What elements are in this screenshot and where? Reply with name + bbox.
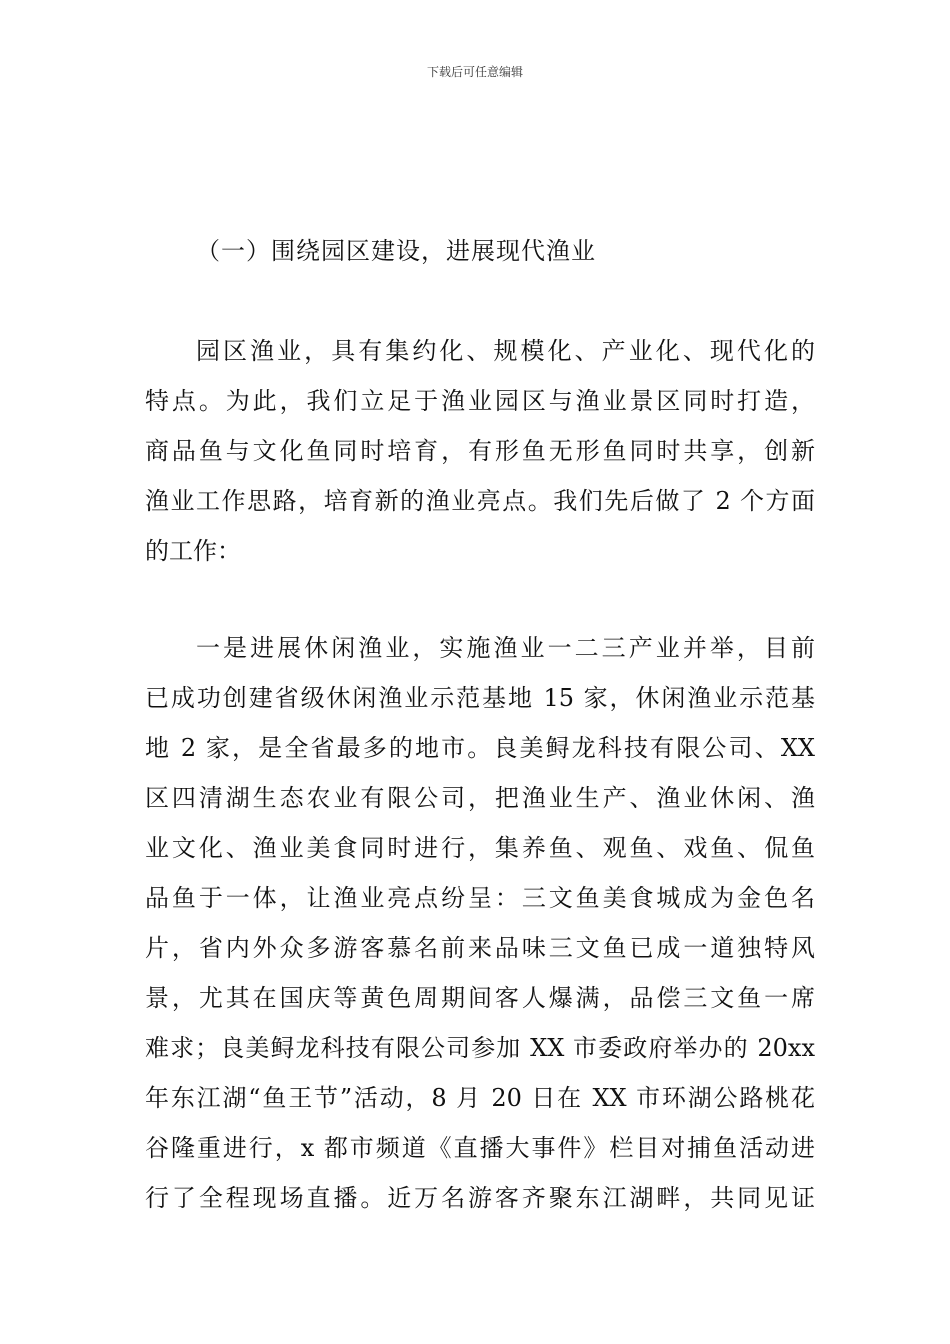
paragraph-line: 渔业工作思路，培育新的渔业亮点。我们先后做了 2 个方面 bbox=[145, 487, 815, 515]
paragraph-line: 区四清湖生态农业有限公司，把渔业生产、渔业休闲、渔 bbox=[145, 784, 815, 812]
paragraph-line: 谷隆重进行，x 都市频道《直播大事件》栏目对捕鱼活动进 bbox=[145, 1134, 815, 1162]
page-header: 下载后可任意编辑 bbox=[426, 65, 523, 79]
paragraph-line: 景，尤其在国庆等黄色周期间客人爆满，品偿三文鱼一席 bbox=[145, 984, 815, 1012]
paragraph-line: 的工作： bbox=[145, 537, 241, 565]
paragraph-line: 行了全程现场直播。近万名游客齐聚东江湖畔，共同见证 bbox=[145, 1184, 815, 1212]
paragraph-line: 特点。为此，我们立足于渔业园区与渔业景区同时打造， bbox=[145, 387, 815, 415]
paragraph-line: 地 2 家，是全省最多的地市。良美鲟龙科技有限公司、XX bbox=[145, 734, 815, 762]
section-heading: （一）围绕园区建设，进展现代渔业 bbox=[196, 237, 596, 265]
paragraph-line: 年东江湖“鱼王节”活动，8 月 20 日在 XX 市环湖公路桃花 bbox=[145, 1084, 815, 1112]
paragraph-line: 业文化、渔业美食同时进行，集养鱼、观鱼、戏鱼、侃鱼 bbox=[145, 834, 815, 862]
paragraph-line: 一是进展休闲渔业，实施渔业一二三产业并举，目前 bbox=[196, 634, 815, 662]
paragraph-line: 园区渔业，具有集约化、规模化、产业化、现代化的 bbox=[196, 337, 815, 365]
paragraph-line: 片，省内外众多游客慕名前来品味三文鱼已成一道独特风 bbox=[145, 934, 815, 962]
paragraph-1 bbox=[145, 326, 815, 576]
paragraph-line: 难求；良美鲟龙科技有限公司参加 XX 市委政府举办的 20xx bbox=[145, 1034, 815, 1062]
paragraph-line: 品鱼于一体，让渔业亮点纷呈：三文鱼美食城成为金色名 bbox=[145, 884, 815, 912]
paragraph-2 bbox=[145, 623, 815, 1223]
paragraph-line: 商品鱼与文化鱼同时培育，有形鱼无形鱼同时共享，创新 bbox=[145, 437, 815, 465]
paragraph-line: 已成功创建省级休闲渔业示范基地 15 家，休闲渔业示范基 bbox=[145, 684, 815, 712]
